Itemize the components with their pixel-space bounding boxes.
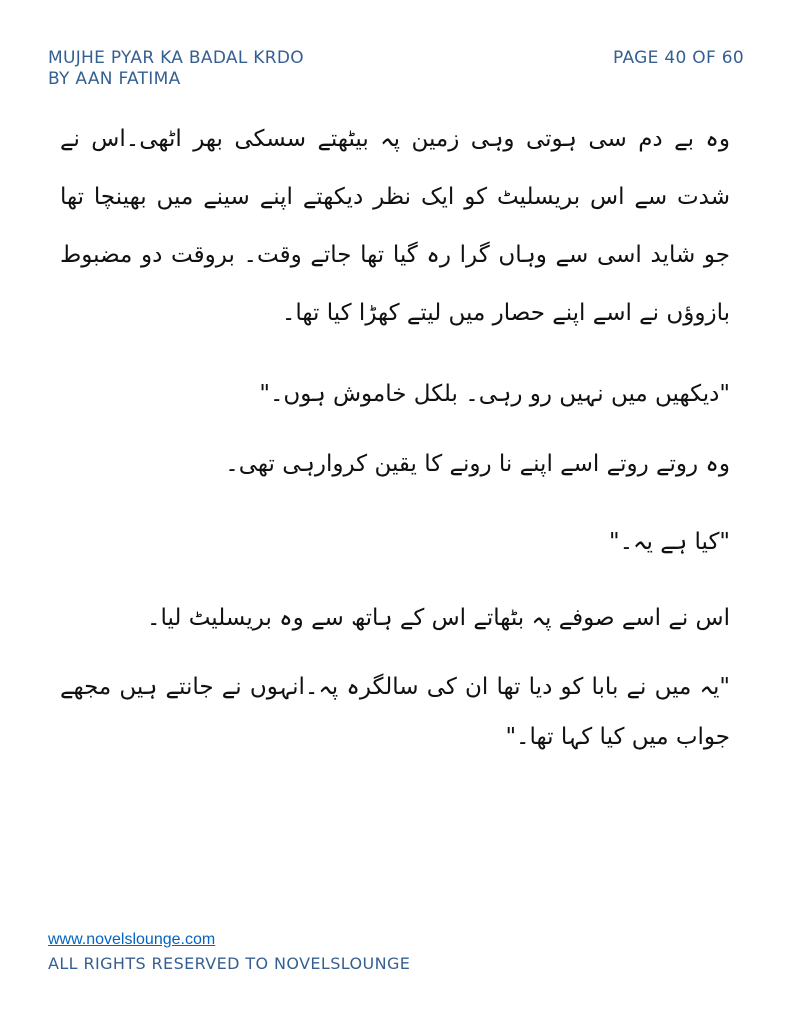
body-text: [60, 110, 730, 762]
paragraph-narration-3: اس نے اسے صوفے پہ بٹھاتے اس کے ہاتھ سے وہ بریسلیٹ لیا۔: [146, 605, 730, 631]
paragraph-narration-1: وہ بے دم سی ہوتی وہی زمین پہ بیٹھتے سسکی بھر اٹھی۔اس نے شدت سے اس بریسلیٹ کو ایک نظر دیکھتے اپنے سینے میں بھینچا تھا جو شاید اسی سے وہاں گرا رہ گیا تھا جاتے وقت۔ بروقت دو مضبوط بازوؤں نے اسے اپنے حصار میں لیتے کھڑا کیا تھا۔: [60, 126, 730, 326]
page-number: PAGE 40 OF 60: [613, 48, 744, 68]
novel-title: MUJHE PYAR KA BADAL KRDO: [48, 48, 304, 68]
author-name: BY AAN FATIMA: [48, 69, 181, 89]
copyright-notice: ALL RIGHTS RESERVED TO NOVELSLOUNGE: [48, 954, 411, 973]
page-header: [48, 48, 744, 92]
paragraph-narration-2: وہ روتے روتے اسے اپنے نا رونے کا یقین کروارہی تھی۔: [225, 451, 730, 477]
paragraph-dialogue-1: "دیکھیں میں نہیں رو رہی۔ بلکل خاموش ہوں۔": [259, 381, 730, 407]
website-link[interactable]: www.novelslounge.com: [48, 931, 216, 948]
page-footer: [48, 930, 648, 975]
paragraph-dialogue-3: "یہ میں نے بابا کو دیا تھا ان کی سالگرہ پہ۔انہوں نے جانتے ہیں مجھے جواب میں کیا کہا تھا۔": [60, 674, 730, 750]
paragraph-dialogue-2: "کیا ہے یہ۔": [609, 529, 730, 555]
